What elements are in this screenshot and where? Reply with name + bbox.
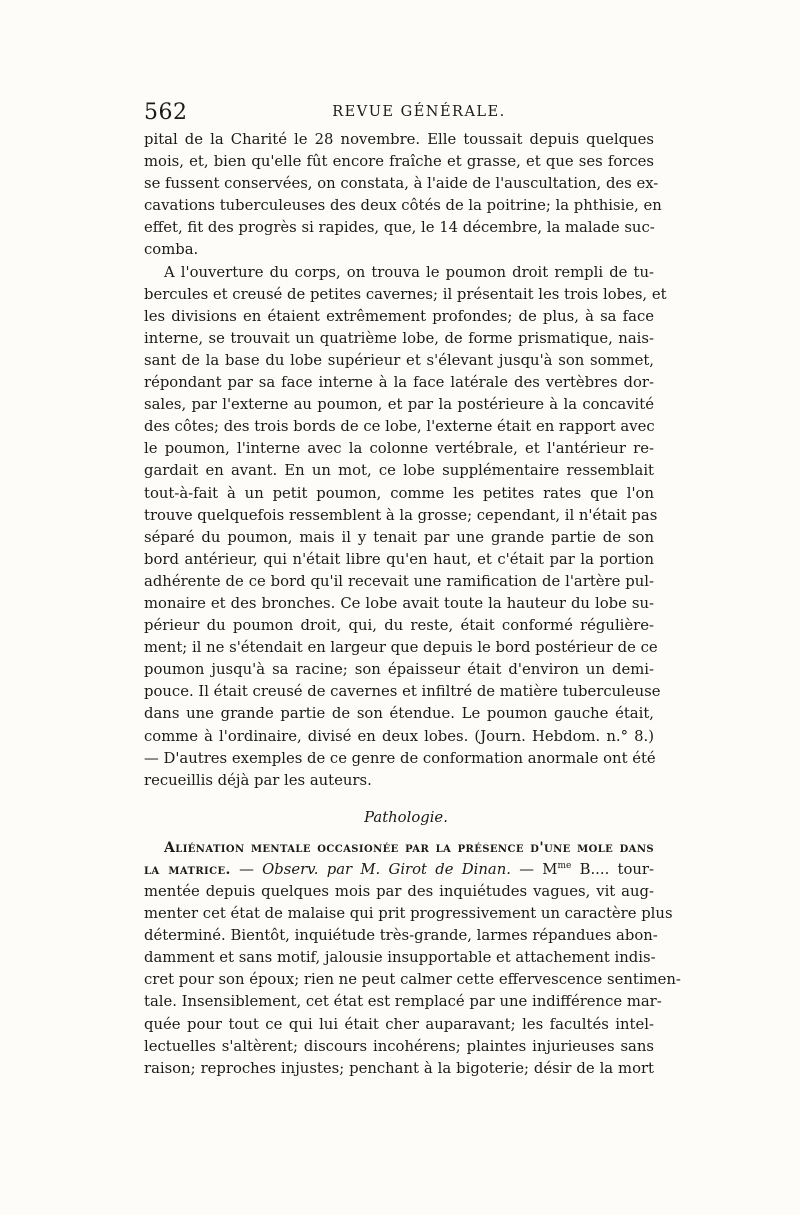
body-text — [144, 129, 681, 1080]
paragraph-2 — [144, 262, 667, 792]
text-line: ment; il ne s'étendait en largeur que depuis le bord postérieur de ce — [144, 639, 658, 657]
text-line: cret pour son époux; rien ne peut calmer cette effervescence sentimen- — [144, 971, 681, 989]
article-title-line-2 — [144, 859, 654, 881]
text-line: bord antérieur, qui n'était libre qu'en haut, et c'était par la portion — [144, 550, 654, 568]
text-line: quée pour tout ce qui lui était cher auparavant; les facultés intel- — [144, 1015, 654, 1033]
text-line: répondant par sa face interne à la face latérale des vertèbres dor- — [144, 374, 654, 392]
observation-credit: Observ. par M. Girot de Dinan. — [262, 860, 511, 878]
paragraph-3 — [144, 837, 681, 1080]
patient-prefix: — M — [510, 860, 558, 878]
text-line: sant de la base du lobe supérieur et s'élevant jusqu'à son sommet, — [144, 351, 654, 369]
text-line: déterminé. Bientôt, inquiétude très-grande, larmes répandues abon- — [144, 927, 658, 945]
text-line: pital de la Charité le 28 novembre. Elle toussait depuis quelques — [144, 131, 654, 148]
text-line: cavations tuberculeuses des deux côtés de la poitrine; la phthisie, en — [144, 197, 662, 215]
spacer — [144, 792, 654, 799]
text-line: adhérente de ce bord qu'il recevait une ramification de l'artère pul- — [144, 572, 654, 590]
text-line: poumon jusqu'à sa racine; son épaisseur était d'environ un demi- — [144, 661, 654, 679]
text-line: trouve quelquefois ressemblent à la grosse; cependant, il n'était pas — [144, 506, 658, 524]
text-line: mois, et, bien qu'elle fût encore fraîche et grasse, et que ses forces — [144, 153, 654, 171]
text-line: mentée depuis quelques mois par des inquiétudes vagues, vit aug- — [144, 883, 654, 900]
text-line: gardait en avant. En un mot, ce lobe supplémentaire ressemblait — [144, 462, 654, 480]
text-line: bercules et creusé de petites cavernes; il présentait les trois lobes, et — [144, 285, 667, 303]
paragraph-1 — [144, 129, 662, 262]
text-line: tale. Insensiblement, cet état est remplacé par une indifférence mar- — [144, 993, 662, 1011]
text-line: séparé du poumon, mais il y tenait par une grande partie de son — [144, 528, 654, 546]
text-line: interne, se trouvait un quatrième lobe, de forme prismatique, nais- — [144, 329, 654, 347]
patient-name: B.... tour- — [571, 860, 654, 878]
page-header — [144, 100, 654, 128]
text-line: des côtes; des trois bords de ce lobe, l'externe était en rapport avec — [144, 418, 655, 436]
text-line: lectuelles s'altèrent; discours incohérens; plaintes injurieuses sans — [144, 1037, 654, 1055]
article-title-line: Aliénation mentale occasionée par la présence d'une mole dans — [164, 839, 654, 856]
text-line: damment et sans motif, jalousie insupportable et attachement indis- — [144, 949, 656, 967]
text-line: recueillis déjà par les auteurs. — [144, 771, 372, 789]
text-line: raison; reproches injustes; penchant à la bigoterie; désir de la mort — [144, 1059, 654, 1077]
text-line: — D'autres exemples de ce genre de conformation anormale ont été — [144, 749, 656, 767]
text-line: comme à l'ordinaire, divisé en deux lobes. (Journ. Hebdom. n.° 8.) — [144, 727, 654, 745]
text-line: dans une grande partie de son étendue. Le poumon gauche était, — [144, 705, 654, 723]
article-title-end: la matrice. — [144, 861, 231, 878]
text-line: se fussent conservées, on constata, à l'aide de l'auscultation, des ex- — [144, 175, 659, 193]
text-line: effet, fit des progrès si rapides, que, le 14 décembre, la malade suc- — [144, 219, 655, 237]
text-line: comba. — [144, 241, 199, 259]
section-heading: Pathologie. — [364, 808, 448, 826]
running-title: REVUE GÉNÉRALE. — [332, 104, 506, 120]
text-line: tout-à-fait à un petit poumon, comme les petites rates que l'on — [144, 484, 654, 502]
patient-prefix-sup: me — [557, 860, 572, 871]
text-line: pouce. Il était creusé de cavernes et infiltré de matière tuberculeuse — [144, 683, 661, 701]
text-line: A l'ouverture du corps, on trouva le poumon droit rempli de tu- — [164, 263, 654, 281]
page-number: 562 — [144, 100, 188, 125]
text-line: monaire et des bronches. Ce lobe avait toute la hauteur du lobe su- — [144, 594, 654, 612]
text-line: menter cet état de malaise qui prit progressivement un caractère plus — [144, 905, 673, 923]
text-line: le poumon, l'interne avec la colonne vertébrale, et l'antérieur re- — [144, 440, 654, 458]
text-line: les divisions en étaient extrêmement profondes; de plus, à sa face — [144, 307, 654, 325]
dash: — — [230, 860, 263, 878]
text-line: sales, par l'externe au poumon, et par la postérieure à la concavité — [144, 396, 654, 414]
text-line: périeur du poumon droit, qui, du reste, était conformé régulière- — [144, 617, 654, 635]
